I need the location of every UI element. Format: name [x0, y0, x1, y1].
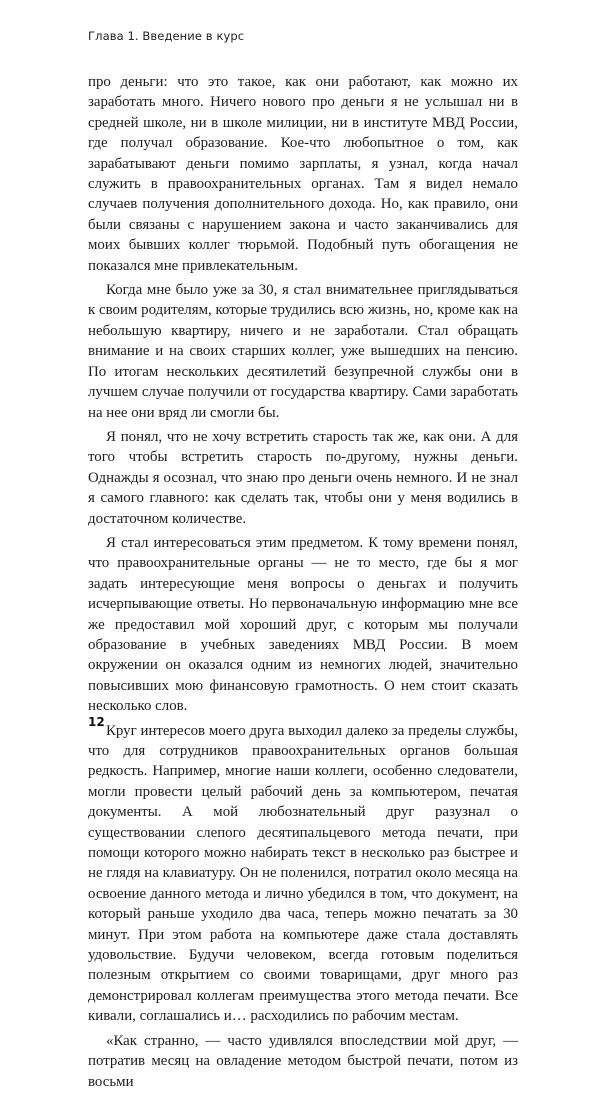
- page-number: 12: [88, 715, 105, 729]
- paragraph: «Как странно, — часто удивлялся впоследствии мой друг, — потратив месяц на овладение методом быстрой печати, потом из восьми: [88, 1032, 518, 1090]
- paragraph: про деньги: что это такое, как они работают, как можно их заработать много. Ничего нового про деньги я не услышал ни в средней школе, ни в школе милиции, ни в институте МВД России, где получал образование. Кое-что любопытное о том, как зарабатывают деньги помимо зарплаты, я узнал, когда начал служить в правоохранительных органах. Там я видел немало случаев получения дополнительного дохода. Но, как правило, они были связаны с нарушением закона и часто заканчивались для моих бывших коллег тюрьмой. Подобный путь обогащения не показался мне привлекательным.: [88, 74, 518, 274]
- paragraph: Когда мне было уже за 30, я стал внимательнее приглядываться к своим родителям, которые трудились всю жизнь, но, кроме как на небольшую квартиру, ничего и не заработали. Стал обращать внимание и на своих старших коллег, уже вышедших на пенсию. По итогам нескольких десятилетий безупречной службы они в лучшем случае получили от государства квартиру. Сами заработать на нее они вряд ли смогли бы.: [88, 282, 518, 421]
- page-body: [88, 72, 518, 1096]
- running-header: Глава 1. Введение в курс: [88, 29, 245, 43]
- paragraph: Я понял, что не хочу встретить старость так же, как они. А для того чтобы встретить старость по-другому, нужны деньги. Однажды я осознал, что знаю про деньги очень немного. И не знал я самого главного: как сделать так, чтобы они у меня водились в достаточном количестве.: [88, 428, 518, 527]
- paragraph: Круг интересов моего друга выходил далеко за пределы службы, что для сотрудников правоохранительных органов большая редкость. Например, многие наши коллеги, особенно следователи, могли провести целый рабочий день за компьютером, печатая документы. А мой любознательный друг разузнал о существовании слепого десятипальцевого метода печати, при помощи которого можно набирать текст в несколько раз быстрее и не глядя на клавиатуру. Он не поленился, потратил около месяца на освоение данного метода и лично убедился в том, что документ, на который раньше уходило два часа, теперь можно печатать за 30 минут. При этом работа на компьютере даже стала доставлять удовольствие. Будучи человеком, всегда готовым поделиться полезным открытием со своими товарищами, друг много раз демонстрировал коллегам преимущества этого метода печати. Все кивали, соглашались и… расходились по рабочим местам.: [88, 722, 518, 1025]
- paragraph: Я стал интересоваться этим предметом. К тому времени понял, что правоохранительные органы — не то место, где бы я мог задать интересующие меня вопросы о деньгах и получить исчерпывающие ответы. Но первоначальную информацию мне все же предоставил мой хороший друг, с которым мы получали образование в учебных заведениях МВД России. В моем окружении он оказался одним из немногих людей, значительно повысивших мою финансовую грамотность. О нем стоит сказать несколько слов.: [88, 534, 518, 715]
